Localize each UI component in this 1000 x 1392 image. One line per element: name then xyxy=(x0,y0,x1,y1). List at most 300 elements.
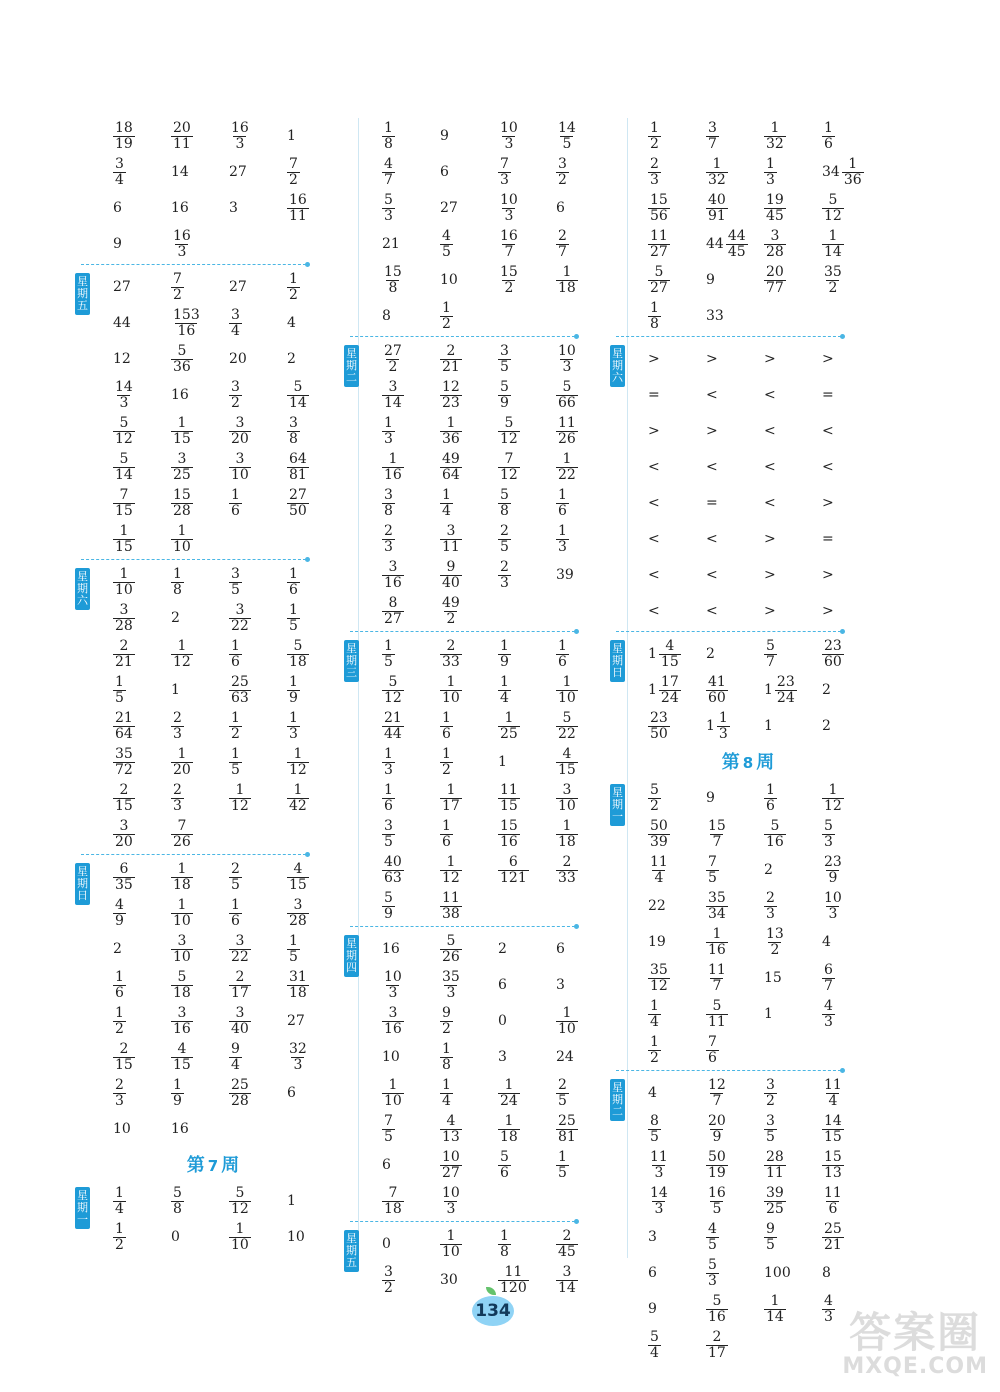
denominator: 4 xyxy=(650,1344,659,1361)
numerator: 7 xyxy=(289,155,298,172)
answer-cell xyxy=(556,1150,614,1181)
numerator: 1 xyxy=(289,270,298,287)
denominator: 21 xyxy=(442,358,460,375)
answer-row xyxy=(113,226,345,262)
answer-cell xyxy=(382,265,440,296)
numerator: 6 xyxy=(508,853,518,870)
answer-value: < xyxy=(764,387,776,403)
denominator: 7 xyxy=(504,243,514,260)
answer-cell xyxy=(648,423,706,439)
answer-cell xyxy=(822,1186,880,1217)
answer-cell xyxy=(287,416,345,447)
answer-cell xyxy=(822,121,880,152)
denominator: 16 xyxy=(173,1020,191,1037)
numerator: 35 xyxy=(115,745,133,762)
fraction xyxy=(287,157,300,188)
answer-value: 33 xyxy=(706,308,724,324)
denominator: 2 xyxy=(115,1020,124,1037)
answer-value: 1 xyxy=(287,128,296,144)
answer-value: 1 xyxy=(764,1006,773,1022)
answer-cell xyxy=(113,351,171,367)
denominator: 2 xyxy=(828,279,838,296)
fraction xyxy=(382,747,395,778)
denominator: 3 xyxy=(446,984,456,1001)
fraction xyxy=(287,747,309,778)
answer-row xyxy=(113,931,345,967)
fraction xyxy=(171,272,184,303)
answer-cell xyxy=(764,531,822,547)
numerator: 21 xyxy=(384,709,402,726)
answer-cell xyxy=(382,416,440,447)
numerator: 5 xyxy=(828,191,838,208)
denominator: 6 xyxy=(231,502,240,519)
denominator: 81 xyxy=(558,1128,576,1145)
denominator: 5 xyxy=(115,689,124,706)
numerator: 11 xyxy=(824,1184,842,1201)
fraction xyxy=(229,1222,251,1253)
answer-cell xyxy=(171,934,229,965)
numerator: 1 xyxy=(177,637,187,654)
fraction xyxy=(764,1078,777,1109)
answer-cell xyxy=(764,862,822,878)
answer-value: > xyxy=(764,531,776,547)
numerator: 1 xyxy=(384,637,393,654)
numerator: 3 xyxy=(446,522,456,539)
answer-row xyxy=(382,1183,614,1219)
answer-cell xyxy=(648,1035,706,1066)
numerator: 23 xyxy=(776,673,795,690)
fraction xyxy=(556,265,578,296)
numerator: 5 xyxy=(770,817,780,834)
numerator: 1 xyxy=(504,1076,514,1093)
numerator: 1 xyxy=(231,486,240,503)
numerator: 3 xyxy=(766,1076,775,1093)
fraction xyxy=(440,229,453,260)
denominator: 3 xyxy=(177,243,187,260)
fraction xyxy=(229,1006,251,1037)
fraction xyxy=(764,1222,777,1253)
answer-row xyxy=(382,780,614,816)
answer-cell xyxy=(287,639,345,670)
denominator: 42 xyxy=(289,797,307,814)
denominator: 5 xyxy=(384,653,393,670)
numerator: 11 xyxy=(500,781,518,798)
fraction xyxy=(440,1078,453,1109)
fraction xyxy=(822,193,844,224)
denominator: 72 xyxy=(115,761,133,778)
numerator: 3 xyxy=(119,817,129,834)
answer-cell xyxy=(822,387,880,403)
answer-cell xyxy=(498,783,556,814)
fraction xyxy=(382,639,395,670)
denominator: 3 xyxy=(446,1200,456,1217)
fraction xyxy=(440,934,462,965)
answer-cell xyxy=(706,1330,764,1361)
answer-cell xyxy=(113,783,171,814)
answer-row xyxy=(382,744,614,780)
numerator: 1 xyxy=(442,1040,451,1057)
fraction xyxy=(171,308,202,339)
answer-cell xyxy=(171,524,229,555)
answer-row xyxy=(382,888,614,924)
fraction xyxy=(229,308,242,339)
mixed-whole: 1 xyxy=(648,646,657,662)
answer-row xyxy=(382,190,614,226)
answer-cell xyxy=(171,452,229,483)
denominator: 22 xyxy=(558,725,576,742)
fraction xyxy=(171,711,184,742)
day-section xyxy=(77,859,345,1147)
answer-row xyxy=(648,960,880,996)
answer-row xyxy=(648,1032,880,1068)
denominator: 3 xyxy=(384,207,393,224)
numerator: 21 xyxy=(115,709,133,726)
denominator: 6 xyxy=(384,797,393,814)
mixed-whole: 1 xyxy=(648,682,657,698)
denominator: 3 xyxy=(235,135,245,152)
numerator: 8 xyxy=(388,594,398,611)
fraction xyxy=(229,934,251,965)
numerator: 14 xyxy=(115,378,133,395)
day-section xyxy=(612,341,880,629)
numerator: 39 xyxy=(766,1184,784,1201)
fraction xyxy=(382,1186,404,1217)
fraction xyxy=(706,927,728,958)
fraction xyxy=(287,783,309,814)
numerator: 64 xyxy=(289,450,307,467)
answer-cell xyxy=(113,524,171,555)
denominator: 25 xyxy=(500,725,518,742)
answer-cell xyxy=(556,265,614,296)
answer-cell xyxy=(706,790,764,806)
answer-value: 2 xyxy=(822,682,831,698)
numerator: 25 xyxy=(231,673,249,690)
answer-value: > xyxy=(822,495,834,511)
fraction xyxy=(113,567,135,598)
numerator: 3 xyxy=(119,601,129,618)
answer-row xyxy=(113,708,345,744)
answer-cell xyxy=(498,380,556,411)
fraction xyxy=(764,157,777,188)
answer-row xyxy=(382,1226,614,1262)
fraction xyxy=(556,344,578,375)
denominator: 50 xyxy=(650,725,668,742)
answer-row xyxy=(648,341,880,377)
answer-cell xyxy=(706,675,764,706)
fraction xyxy=(775,675,797,706)
answer-row xyxy=(382,226,614,262)
answer-value: 4 xyxy=(822,934,831,950)
numerator: 28 xyxy=(766,1148,784,1165)
answer-value: 4 xyxy=(287,315,296,331)
fraction xyxy=(229,862,242,893)
fraction xyxy=(171,862,193,893)
fraction xyxy=(498,524,511,555)
answer-value: < xyxy=(648,603,660,619)
denominator: 8 xyxy=(289,430,298,447)
answer-cell xyxy=(171,308,229,339)
fraction xyxy=(113,970,126,1001)
answer-cell xyxy=(764,1150,822,1181)
fraction xyxy=(171,488,193,519)
answer-cell xyxy=(498,265,556,296)
numerator: 5 xyxy=(293,637,303,654)
answer-cell xyxy=(556,488,614,519)
denominator: 3 xyxy=(654,1200,664,1217)
fraction xyxy=(113,819,135,850)
fraction xyxy=(287,639,309,670)
fraction xyxy=(113,898,126,929)
denominator: 2 xyxy=(442,315,451,332)
denominator: 9 xyxy=(500,394,509,411)
day-label: 星期二 xyxy=(610,1079,625,1121)
section-divider xyxy=(81,854,306,855)
fraction xyxy=(706,1186,728,1217)
answer-cell xyxy=(706,193,764,224)
answer-cell xyxy=(822,423,880,439)
denominator: 63 xyxy=(384,869,402,886)
fraction xyxy=(440,560,462,591)
numerator: 1 xyxy=(650,997,659,1014)
denominator: 3 xyxy=(708,1272,717,1289)
numerator: 23 xyxy=(824,853,842,870)
denominator: 10 xyxy=(173,948,191,965)
fraction xyxy=(659,675,681,706)
answer-cell xyxy=(382,488,440,519)
fraction xyxy=(440,711,453,742)
denominator: 20 xyxy=(173,761,191,778)
numerator: 2 xyxy=(500,558,509,575)
denominator: 15 xyxy=(115,502,133,519)
answer-cell xyxy=(822,1265,880,1281)
numerator: 10 xyxy=(442,1184,460,1201)
numerator: 25 xyxy=(558,1112,576,1129)
answer-value: 100 xyxy=(764,1265,791,1281)
denominator: 3 xyxy=(500,171,509,188)
answer-value: 10 xyxy=(287,1229,305,1245)
numerator: 27 xyxy=(289,486,307,503)
answer-value: 9 xyxy=(706,272,715,288)
answer-cell xyxy=(764,265,822,296)
fraction xyxy=(287,380,309,411)
answer-cell xyxy=(440,416,498,447)
denominator: 10 xyxy=(231,1236,249,1253)
answer-cell xyxy=(171,1042,229,1073)
answer-cell xyxy=(229,488,287,519)
answer-row xyxy=(648,1147,880,1183)
answer-cell xyxy=(706,999,764,1030)
answer-cell xyxy=(440,344,498,375)
answer-cell xyxy=(113,1078,171,1109)
fraction xyxy=(382,819,395,850)
fraction xyxy=(113,121,135,152)
answer-row xyxy=(382,967,614,1003)
answer-cell xyxy=(498,754,556,770)
numerator: 1 xyxy=(500,637,509,654)
answer-row xyxy=(113,449,345,485)
denominator: 24 xyxy=(776,689,795,706)
answer-cell xyxy=(822,783,880,814)
page-number: 134 xyxy=(472,1296,514,1326)
answer-value: < xyxy=(706,567,718,583)
denominator: 4 xyxy=(115,1200,124,1217)
fraction xyxy=(440,970,462,1001)
denominator: 15 xyxy=(115,1056,133,1073)
answer-value: < xyxy=(648,531,660,547)
answer-cell xyxy=(822,819,880,850)
numerator: 1 xyxy=(115,1004,124,1021)
denominator: 27 xyxy=(650,279,668,296)
numerator: 4 xyxy=(177,1040,187,1057)
answer-cell xyxy=(706,1078,764,1109)
answer-cell xyxy=(382,970,440,1001)
answer-cell xyxy=(287,157,345,188)
denominator: 6 xyxy=(442,725,451,742)
answer-cell xyxy=(764,157,822,188)
answer-cell xyxy=(498,639,556,670)
denominator: 5 xyxy=(231,581,240,598)
answer-cell xyxy=(556,1049,614,1065)
answer-cell xyxy=(498,711,556,742)
answer-cell xyxy=(822,495,880,511)
answer-cell xyxy=(229,862,287,893)
numerator: 1 xyxy=(177,860,187,877)
answer-cell xyxy=(764,351,822,367)
week-suffix: 周 xyxy=(221,1155,240,1176)
answer-value: < xyxy=(764,495,776,511)
answer-row xyxy=(113,154,345,190)
answer-cell xyxy=(440,1229,498,1260)
denominator: 6 xyxy=(231,653,240,670)
fraction xyxy=(382,675,404,706)
fraction xyxy=(648,1330,661,1361)
numerator: 13 xyxy=(766,925,784,942)
denominator: 2 xyxy=(173,286,182,303)
numerator: 1 xyxy=(289,601,298,618)
denominator: 15 xyxy=(115,538,133,555)
answer-cell xyxy=(440,164,498,180)
answer-row xyxy=(648,377,880,413)
answer-cell xyxy=(440,1078,498,1109)
denominator: 14 xyxy=(824,243,842,260)
numerator: 1 xyxy=(231,709,240,726)
answer-cell xyxy=(382,639,440,670)
denominator: 91 xyxy=(708,207,726,224)
answer-row xyxy=(382,852,614,888)
numerator: 4 xyxy=(446,1112,456,1129)
answer-cell xyxy=(706,531,764,547)
fraction xyxy=(648,819,670,850)
fraction xyxy=(498,121,520,152)
fraction xyxy=(498,452,520,483)
fraction xyxy=(556,1114,578,1145)
fraction xyxy=(113,157,126,188)
fraction xyxy=(706,1114,728,1145)
answer-cell xyxy=(648,459,706,475)
day-section xyxy=(382,118,614,334)
numerator: 2 xyxy=(231,860,240,877)
fraction xyxy=(287,970,309,1001)
denominator: 25 xyxy=(766,1200,784,1217)
answer-cell xyxy=(382,524,440,555)
denominator: 40 xyxy=(231,1020,249,1037)
answer-cell xyxy=(171,682,229,698)
denominator: 10 xyxy=(115,581,133,598)
numerator: 18 xyxy=(115,119,133,136)
fraction xyxy=(556,380,578,411)
denominator: 18 xyxy=(384,1200,402,1217)
answer-cell xyxy=(382,747,440,778)
denominator: 5 xyxy=(500,358,509,375)
denominator: 15 xyxy=(115,797,133,814)
week-suffix: 周 xyxy=(756,752,775,773)
denominator: 3 xyxy=(293,1056,303,1073)
fraction xyxy=(440,524,462,555)
numerator: 2 xyxy=(119,781,129,798)
answer-row xyxy=(113,1003,345,1039)
fraction xyxy=(171,898,193,929)
answer-cell xyxy=(822,157,880,188)
fraction xyxy=(440,1229,462,1260)
answer-cell xyxy=(498,229,556,260)
denominator: 3 xyxy=(119,394,129,411)
numerator: 1 xyxy=(562,263,572,280)
fraction xyxy=(822,855,844,886)
fraction xyxy=(498,1114,520,1145)
answer-cell xyxy=(171,862,229,893)
answer-cell xyxy=(822,963,880,994)
answer-cell xyxy=(440,934,498,965)
numerator: 4 xyxy=(824,1292,833,1309)
numerator: 1 xyxy=(384,745,393,762)
numerator: 20 xyxy=(173,119,191,136)
answer-row xyxy=(648,154,880,190)
numerator: 1 xyxy=(289,709,298,726)
fraction xyxy=(287,193,309,224)
fraction xyxy=(498,344,511,375)
fraction xyxy=(287,898,309,929)
denominator: 18 xyxy=(173,876,191,893)
fraction xyxy=(229,639,242,670)
fraction xyxy=(648,711,670,742)
numerator: 1 xyxy=(828,781,838,798)
numerator: 1 xyxy=(500,673,509,690)
answer-row xyxy=(382,1111,614,1147)
answer-row xyxy=(382,154,614,190)
denominator: 26 xyxy=(442,948,460,965)
answer-value: 27 xyxy=(287,1013,305,1029)
answer-row xyxy=(382,521,614,557)
numerator: 1 xyxy=(119,565,129,582)
numerator: 35 xyxy=(708,889,726,906)
numerator: 4 xyxy=(115,896,124,913)
answer-cell xyxy=(556,675,614,706)
answer-value: 27 xyxy=(229,164,247,180)
denominator: 5 xyxy=(708,869,717,886)
numerator: 3 xyxy=(235,1004,245,1021)
fraction xyxy=(382,1006,404,1037)
answer-value: 16 xyxy=(171,387,189,403)
numerator: 1 xyxy=(558,1148,567,1165)
denominator: 3 xyxy=(115,1092,124,1109)
numerator: 1 xyxy=(293,781,303,798)
mixed-whole: 44 xyxy=(706,236,724,252)
answer-row xyxy=(382,1147,614,1183)
answer-cell xyxy=(648,639,706,670)
denominator: 28 xyxy=(231,1092,249,1109)
answer-cell xyxy=(764,229,822,260)
fraction xyxy=(229,747,242,778)
